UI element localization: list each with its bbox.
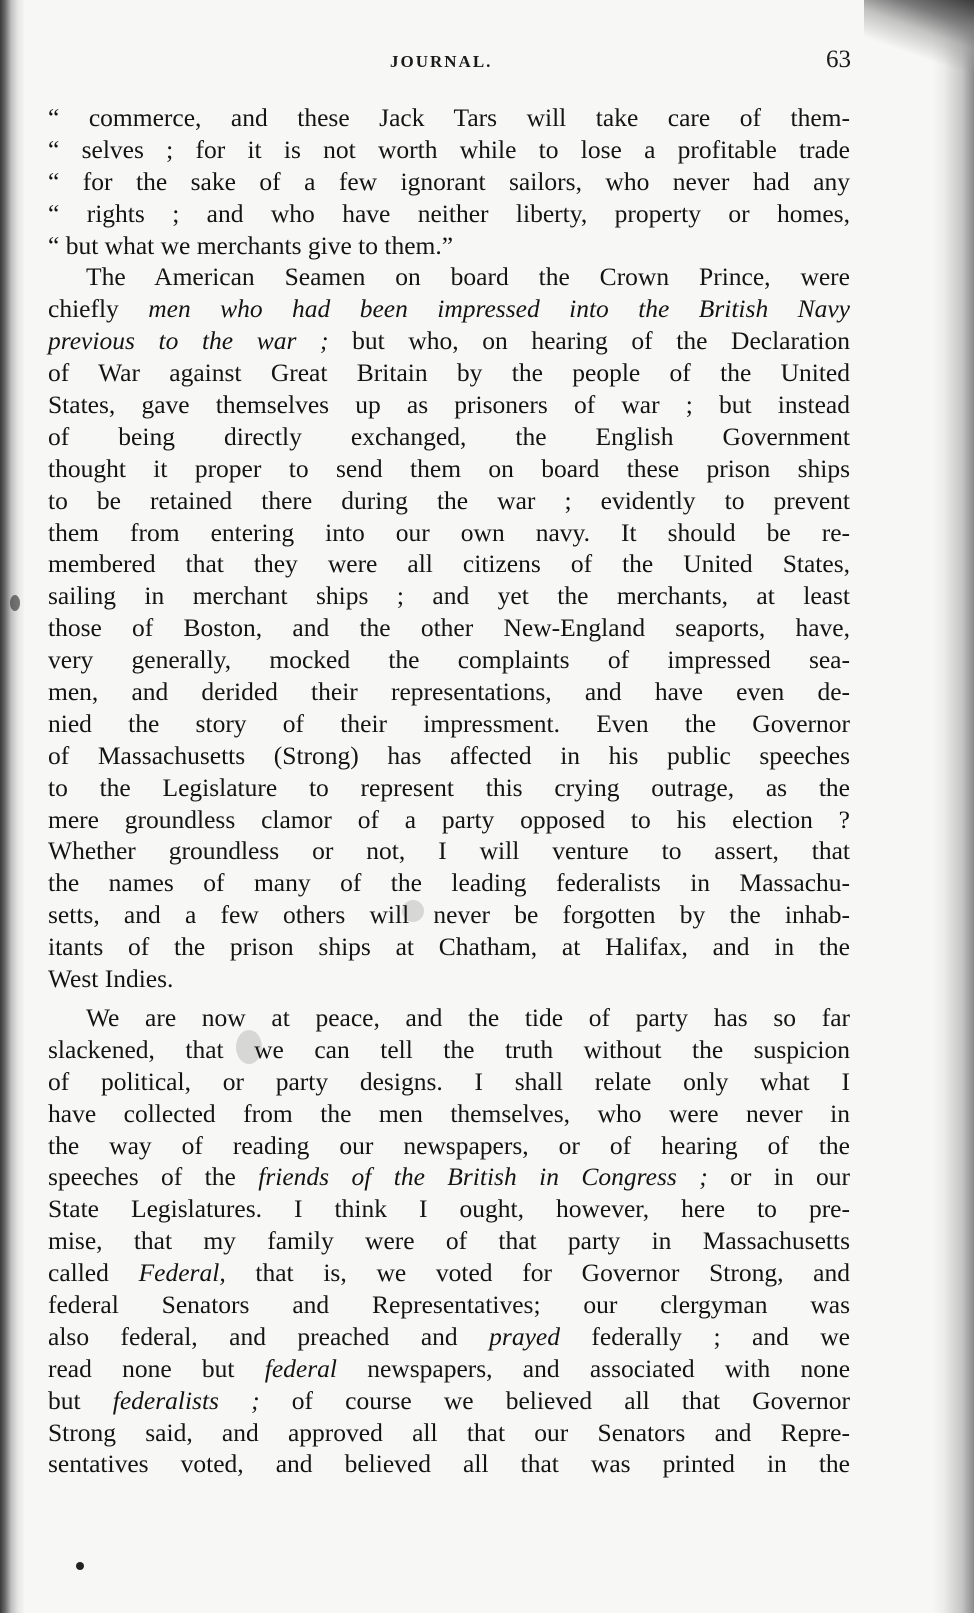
text-line [48,1098,850,1130]
body-text [48,102,850,1480]
text-run: them from entering into our own navy. It should be re- [48,517,850,547]
text-run: “ for the sake of a few ignorant sailors, who never had any [48,166,850,196]
text-line [48,676,850,708]
text-run: or in our [707,1162,851,1192]
text-line [48,1193,850,1225]
italic-text: men who had been impressed into the British Navy [148,294,850,324]
text-line [48,1130,850,1162]
text-line [48,389,850,421]
text-run: mere groundless clamor of a party opposed to his election ? [48,804,850,834]
text-run: thought it proper to send them on board these prison ships [48,453,850,483]
text-run: States, gave themselves up as prisoners of war ; but instead [48,390,850,420]
printer-mark [76,1562,84,1570]
text-run: the way of reading our newspapers, or of hearing of the [48,1130,850,1160]
italic-text: federal [264,1353,337,1383]
page-edge-shadow [932,0,974,1613]
text-line [48,612,850,644]
text-line [48,867,850,899]
text-run: have collected from the men themselves, who were never in [48,1098,850,1128]
text-run: slackened, that we can tell the truth without the suspicion [48,1034,850,1064]
text-line [48,1034,850,1066]
text-line [48,517,850,549]
text-run: nied the story of their impressment. Even the Governor [48,708,850,738]
text-line [48,899,850,931]
text-line [48,325,850,357]
ink-smudge [10,595,20,611]
text-run: “ rights ; and who have neither liberty, property or homes, [48,198,850,228]
text-run: called [48,1258,139,1288]
text-line [48,166,850,198]
text-line [48,261,850,293]
text-run: but who, on hearing of the Declaration [328,326,850,356]
page-gutter-shadow [0,0,24,1613]
text-run: of being directly exchanged, the English Government [48,421,850,451]
text-run: setts, and a few others will never be forgotten by the inhab- [48,900,850,930]
text-line [48,1321,850,1353]
text-line [48,1353,850,1385]
text-run: We are now at peace, and the tide of party has so far [86,1002,850,1032]
text-line [48,1448,850,1480]
text-run: the names of many of the leading federalists in Massachu- [48,868,850,898]
text-line [48,293,850,325]
text-run: sentatives voted, and believed all that was printed in the [48,1449,850,1479]
text-run: to be retained there during the war ; evidently to prevent [48,485,850,515]
text-run: “ commerce, and these Jack Tars will take care of them- [48,103,850,132]
text-line [48,931,850,963]
text-run: men, and derided their representations, and have even de- [48,677,850,707]
page-corner-smudge [864,0,974,70]
italic-text: federalists ; [112,1385,260,1415]
text-run: State Legislatures. I think I ought, however, here to pre- [48,1194,850,1224]
text-line [48,357,850,389]
text-run: of Massachusetts (Strong) has affected in his public speeches [48,740,850,770]
text-line [48,580,850,612]
text-run: but [48,1385,113,1415]
text-line [48,548,850,580]
text-run: speeches of the [48,1162,259,1192]
text-line [48,1161,850,1193]
text-run: very generally, mocked the complaints of impressed sea- [48,645,850,675]
text-line [48,1289,850,1321]
text-run: Strong said, and approved all that our Senators and Repre- [48,1417,850,1447]
text-line [48,198,850,230]
italic-text: Federal, [138,1258,226,1288]
running-head-title: JOURNAL. [390,52,493,71]
text-run: Whether groundless or not, I will venture to assert, that [48,836,850,866]
text-line [48,644,850,676]
text-run: of course we believed all that Governor [259,1385,850,1415]
page-number: 63 [826,46,851,73]
text-run: that is, we voted for Governor Strong, and [225,1258,851,1288]
text-run: of War against Great Britain by the people of the United [48,358,850,388]
text-run: read none but [48,1353,265,1383]
italic-text: previous to the war ; [48,326,329,356]
text-run: federal Senators and Representatives; our clergyman was [48,1289,850,1319]
text-line [48,102,850,134]
running-head [50,46,850,76]
text-line [48,1225,850,1257]
text-run: West Indies. [48,964,174,994]
text-line [48,485,850,517]
text-line [48,1257,850,1289]
text-line [48,1417,850,1449]
text-line [48,740,850,772]
text-line [48,804,850,836]
text-line [48,963,850,995]
text-line [48,134,850,166]
text-run: of political, or party designs. I shall relate only what I [48,1066,850,1096]
text-line [48,453,850,485]
text-run: to the Legislature to represent this crying outrage, as the [48,772,850,802]
text-line [48,1066,850,1098]
text-run: “ selves ; for it is not worth while to lose a profitable trade [48,134,850,164]
italic-text: friends of the British in Congress ; [258,1162,708,1192]
text-line [48,835,850,867]
text-line [48,708,850,740]
text-line [48,1385,850,1417]
text-run: sailing in merchant ships ; and yet the merchants, at least [48,581,850,611]
text-run: “ but what we merchants give to them.” [48,230,454,260]
text-run: itants of the prison ships at Chatham, at Halifax, and in the [48,932,850,962]
text-run: The American Seamen on board the Crown Prince, were [86,262,850,292]
text-run: membered that they were all citizens of the United States, [48,549,850,579]
text-run: newspapers, and associated with none [336,1353,851,1383]
italic-text: prayed [489,1321,560,1351]
paragraph-gap [48,995,850,1002]
text-run: federally ; and we [559,1321,851,1351]
text-line [48,772,850,804]
text-line [48,421,850,453]
text-run: mise, that my family were of that party in Massachusetts [48,1226,850,1256]
text-run: chiefly [48,294,149,324]
text-run: those of Boston, and the other New-England seaports, have, [48,613,850,643]
text-run: also federal, and preached and [48,1321,490,1351]
text-line [48,1002,850,1034]
text-line [48,230,850,262]
